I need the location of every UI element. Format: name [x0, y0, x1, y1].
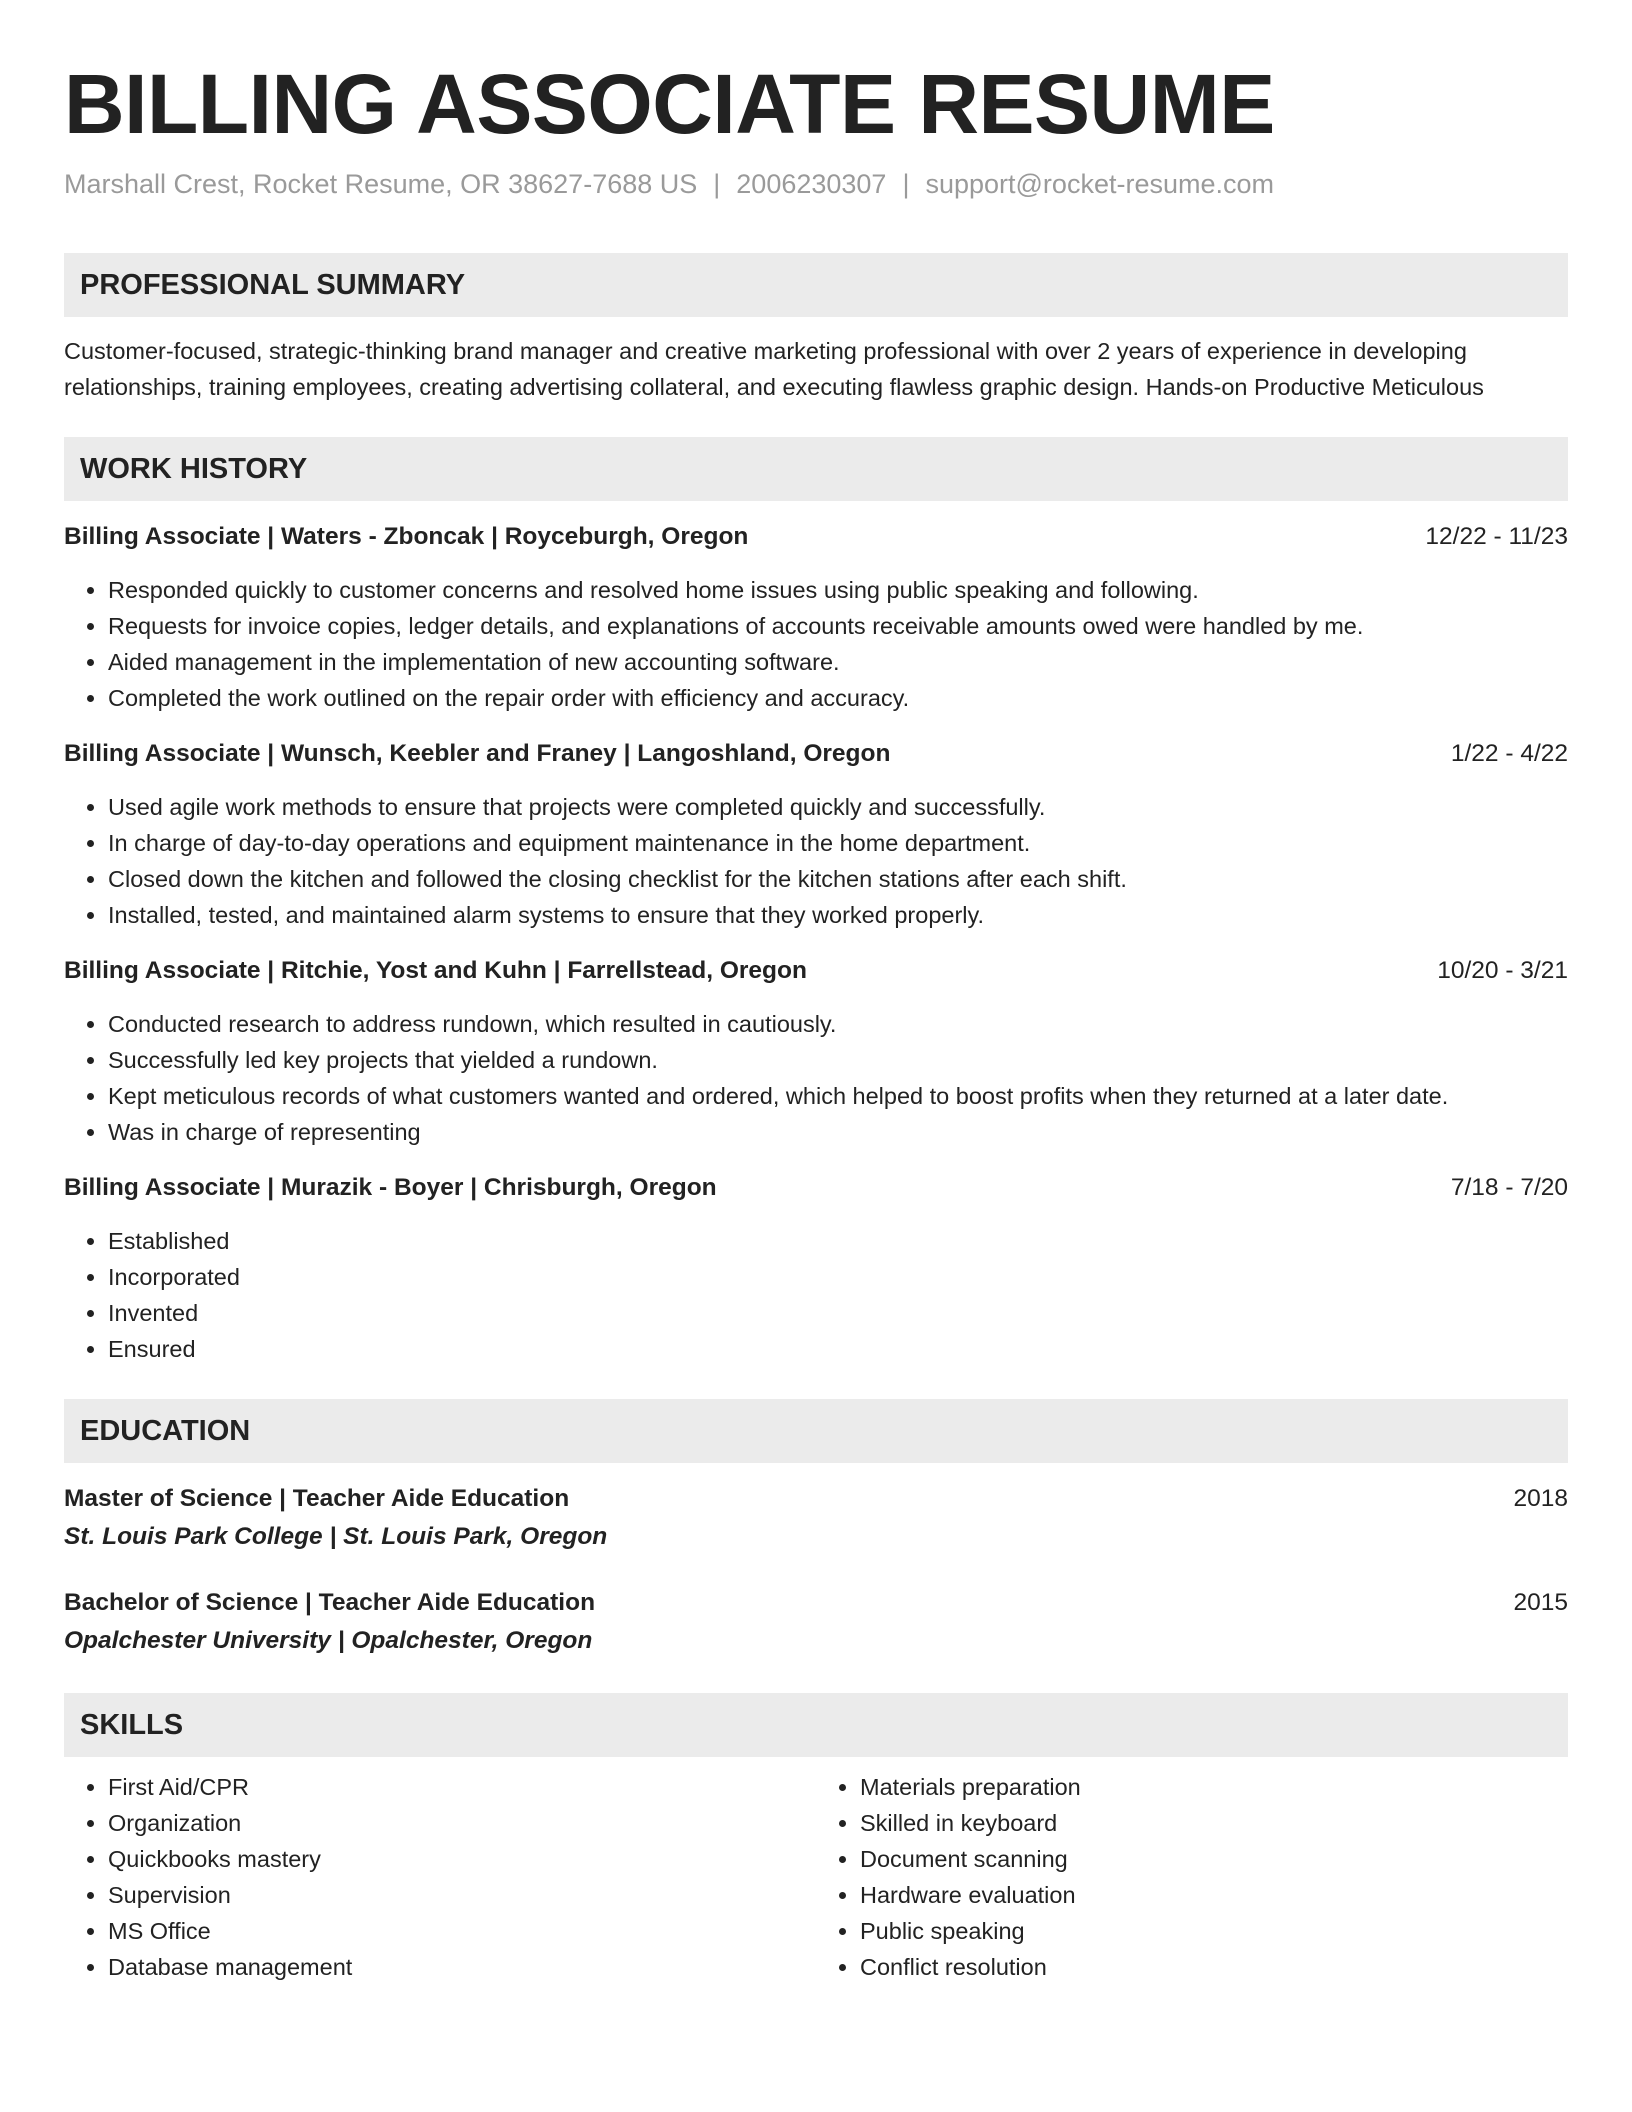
education-school: Opalchester University | Opalchester, Oregon — [64, 1627, 593, 1654]
education-degree: Bachelor of Science | Teacher Aide Education — [64, 1589, 596, 1616]
education-header — [64, 1585, 1568, 1621]
job-bullets — [64, 572, 1568, 716]
skills-column-left — [64, 1769, 816, 1985]
contact-line — [64, 164, 1568, 204]
job-bullet: • Responded quickly to customer concerns and resolved home issues using public speaking and following. — [108, 572, 1568, 608]
job-bullet: • Was in charge of representing — [108, 1114, 1568, 1150]
skill-item: • Conflict resolution — [860, 1949, 1568, 1985]
job-title: Billing Associate | Wunsch, Keebler and Franey | Langoshland, Oregon — [64, 740, 891, 767]
work-history-list — [64, 519, 1568, 1367]
job-bullet: • Closed down the kitchen and followed the closing checklist for the kitchen stations after each shift. — [108, 861, 1568, 897]
job-bullets — [64, 1006, 1568, 1150]
skill-item: • Materials preparation — [860, 1769, 1568, 1805]
contact-separator: | — [902, 169, 910, 199]
section-header-work-history: WORK HISTORY — [64, 437, 1568, 501]
job-bullets — [64, 1223, 1568, 1367]
education-degree: Master of Science | Teacher Aide Education — [64, 1485, 570, 1512]
skill-item: • Organization — [108, 1805, 816, 1841]
job-entry — [64, 1170, 1568, 1367]
contact-separator: | — [713, 169, 721, 199]
section-header-education: EDUCATION — [64, 1399, 1568, 1463]
skill-item: • Document scanning — [860, 1841, 1568, 1877]
contact-address: Marshall Crest, Rocket Resume, OR 38627-7688 US — [64, 169, 698, 199]
section-header-summary: PROFESSIONAL SUMMARY — [64, 253, 1568, 317]
contact-phone: 2006230307 — [736, 169, 887, 199]
job-bullet: • Kept meticulous records of what customers wanted and ordered, which helped to boost profits when they returned at a later date. — [108, 1078, 1568, 1114]
education-header — [64, 1481, 1568, 1517]
job-title: Billing Associate | Murazik - Boyer | Chrisburgh, Oregon — [64, 1174, 717, 1201]
job-bullet: • Completed the work outlined on the repair order with efficiency and accuracy. — [108, 680, 1568, 716]
skills-column-right — [816, 1769, 1568, 1985]
job-title: Billing Associate | Waters - Zboncak | Royceburgh, Oregon — [64, 523, 749, 550]
job-bullet: • Invented — [108, 1295, 1568, 1331]
skill-item: • MS Office — [108, 1913, 816, 1949]
skill-item: • Hardware evaluation — [860, 1877, 1568, 1913]
section-header-skills: SKILLS — [64, 1693, 1568, 1757]
job-bullet: • Conducted research to address rundown, which resulted in cautiously. — [108, 1006, 1568, 1042]
job-dates: 7/18 - 7/20 — [1450, 1174, 1568, 1201]
education-year: 2018 — [1513, 1485, 1568, 1512]
job-header — [64, 736, 1568, 772]
job-bullet: • Installed, tested, and maintained alarm systems to ensure that they worked properly. — [108, 897, 1568, 933]
skill-item: • First Aid/CPR — [108, 1769, 816, 1805]
job-header — [64, 519, 1568, 555]
job-dates: 12/22 - 11/23 — [1425, 523, 1568, 550]
skills-list — [64, 1769, 1568, 1985]
job-dates: 10/20 - 3/21 — [1437, 957, 1568, 984]
job-bullet: • Successfully led key projects that yielded a rundown. — [108, 1042, 1568, 1078]
skill-item: • Quickbooks mastery — [108, 1841, 816, 1877]
job-header — [64, 1170, 1568, 1206]
contact-email: support@rocket-resume.com — [925, 169, 1274, 199]
job-bullet: • Incorporated — [108, 1259, 1568, 1295]
skill-item: • Supervision — [108, 1877, 816, 1913]
job-bullet: • Aided management in the implementation of new accounting software. — [108, 644, 1568, 680]
job-bullet: • Requests for invoice copies, ledger details, and explanations of accounts receivable amounts owed were handled by me. — [108, 608, 1568, 644]
education-school: St. Louis Park College | St. Louis Park, Oregon — [64, 1523, 608, 1550]
job-entry — [64, 736, 1568, 933]
job-title: Billing Associate | Ritchie, Yost and Kuhn | Farrellstead, Oregon — [64, 957, 807, 984]
job-entry — [64, 953, 1568, 1150]
skill-item: • Skilled in keyboard — [860, 1805, 1568, 1841]
job-bullet: • Used agile work methods to ensure that projects were completed quickly and successfully. — [108, 789, 1568, 825]
job-header — [64, 953, 1568, 989]
job-entry — [64, 519, 1568, 716]
skill-item: • Database management — [108, 1949, 816, 1985]
education-year: 2015 — [1513, 1589, 1568, 1616]
skill-item: • Public speaking — [860, 1913, 1568, 1949]
education-entry — [64, 1585, 1568, 1661]
job-bullet: • Established — [108, 1223, 1568, 1259]
job-bullet: • Ensured — [108, 1331, 1568, 1367]
job-dates: 1/22 - 4/22 — [1450, 740, 1568, 767]
job-bullets — [64, 789, 1568, 933]
summary-text: Customer-focused, strategic-thinking brand manager and creative marketing professional with over 2 years of experience in developing relationships, training employees, creating advertising collateral, and executing flawless graphic design. Hands-on Productive Meticulous — [64, 338, 1484, 400]
resume-title: BILLING ASSOCIATE RESUME — [64, 57, 1275, 151]
education-entry — [64, 1481, 1568, 1557]
job-bullet: • In charge of day-to-day operations and equipment maintenance in the home department. — [108, 825, 1568, 861]
